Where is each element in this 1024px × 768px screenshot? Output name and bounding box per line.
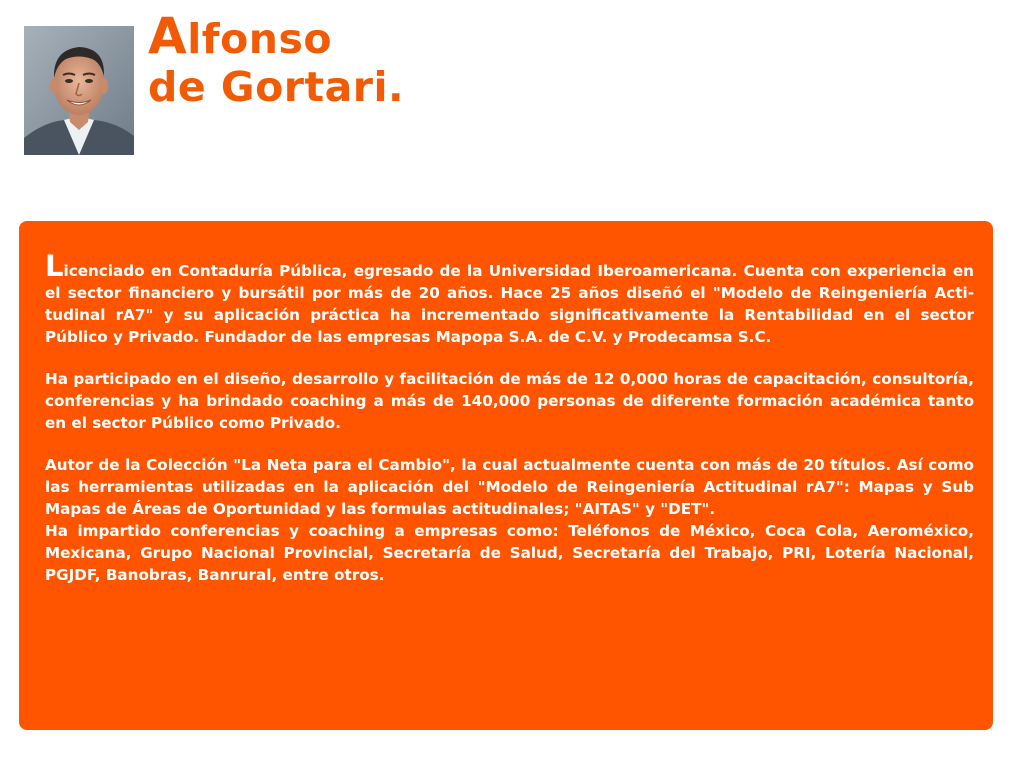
person-name xyxy=(148,7,405,111)
bio-paragraph-4: Ha impartido conferencias y coaching a empresas como: Teléfonos de México, Coca Cola, Aeroméxico, Mexicana, Grupo Nacional Provincial, Secretaría de Salud, Secretaría del Trabajo, PRI, Lotería Nacional, PGJDF, Banobras, Banrural, entre otros. xyxy=(45,522,974,584)
bio-paragraph-3: Autor de la Colección "La Neta para el Cambio", la cual actualmente cuenta con más de 20 títulos. Así como las herramientas utilizadas en la aplicación del "Modelo de Reingeniería Actitudinal rA7": Mapas y Sub Mapas de Áreas de Oportunidad y las formulas actitudinales; "AITAS" y "DET". xyxy=(45,456,974,518)
portrait-photo-icon xyxy=(24,26,134,155)
bio-dropcap: L xyxy=(45,249,64,283)
name-line-last: de Gortari. xyxy=(148,63,405,111)
bio-paragraph-2: Ha participado en el diseño, desarrollo y facilitación de más de 12 0,000 horas de capacitación, consultoría, conferencias y ha brindado coaching a más de 140,000 personas de diferente formación académica tanto en el sector Público como Privado. xyxy=(45,370,974,432)
name-initial: A xyxy=(148,7,188,65)
bio-paragraph-1 xyxy=(45,249,974,348)
bio-paragraph-1-text: icenciado en Contaduría Pública, egresado de la Universidad Iberoamericana. Cuenta con experiencia en el sector financiero y bursátil por más de 20 años. Hace 25 años diseñó el "Modelo de Reingeniería Actitudinal rA7" y su aplicación práctica ha incrementado significativamente la Rentabilidad en el sector Público y Privado. Fundador de las empresas Mapopa S.A. de C.V. y Prodecamsa S.C. xyxy=(45,262,974,346)
bio-panel xyxy=(19,221,993,730)
name-line-first xyxy=(148,7,404,65)
name-first-rest: lfonso xyxy=(187,15,333,63)
profile-photo xyxy=(24,26,134,155)
